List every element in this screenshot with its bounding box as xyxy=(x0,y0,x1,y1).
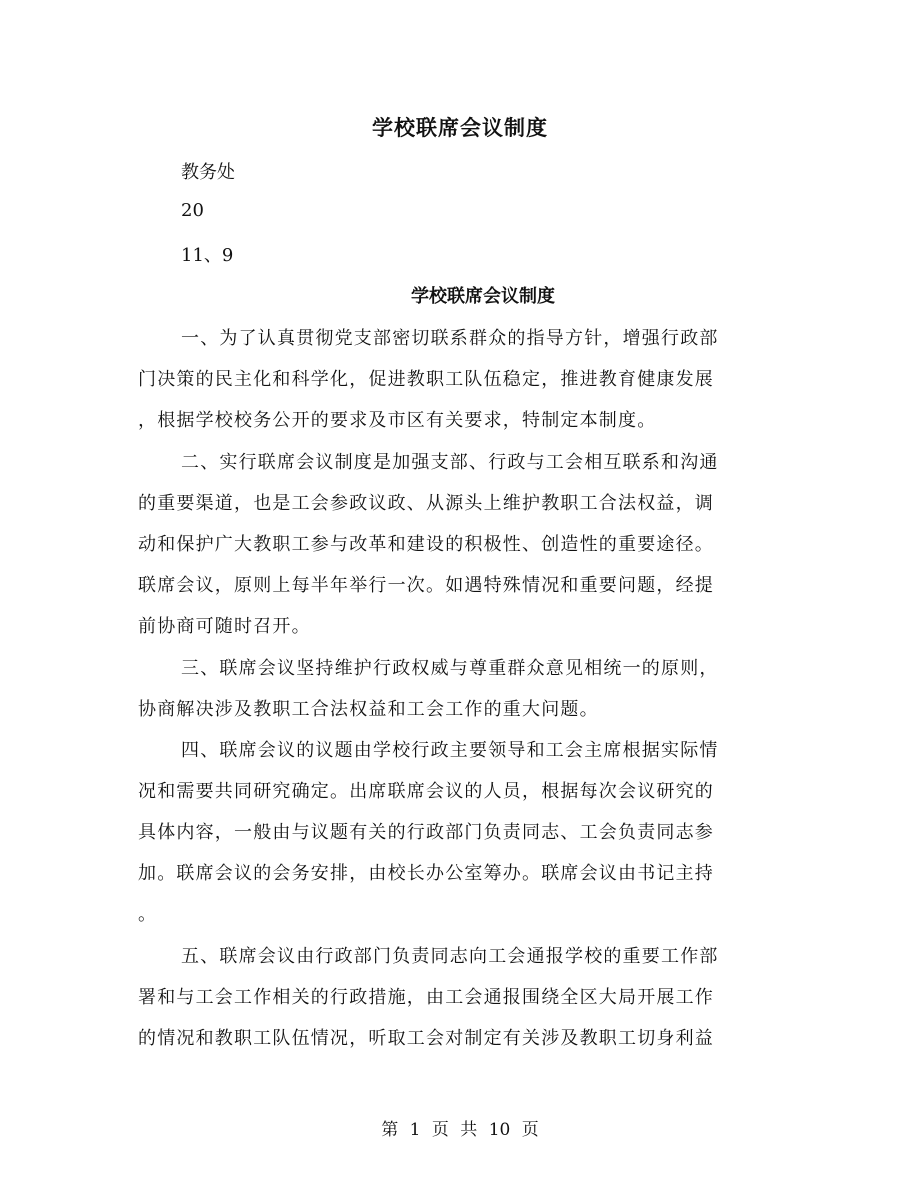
text-line: 动和保护广大教职工参与改革和建设的积极性、创造性的重要途径。 xyxy=(138,534,714,555)
text-line: 一、为了认真贯彻党支部密切联系群众的指导方针，增强行政部 xyxy=(181,328,719,349)
page-footer: 第 1 页 共 10 页 xyxy=(381,1120,539,1140)
text-line: 四、联席会议的议题由学校行政主要领导和工会主席根据实际情 xyxy=(181,740,719,761)
date-line-2: 11、9 xyxy=(181,245,234,266)
date-line-1: 20 xyxy=(181,200,204,221)
text-line: 前协商可随时召开。 xyxy=(138,616,311,637)
department-label: 教务处 xyxy=(181,162,235,183)
text-line: 联席会议，原则上每半年举行一次。如遇特殊情况和重要问题，经提 xyxy=(138,575,714,596)
text-line: 加。联席会议的会务安排，由校长办公室筹办。联席会议由书记主持 xyxy=(138,863,714,884)
text-line: 门决策的民主化和科学化，促进教职工队伍稳定，推进教育健康发展 xyxy=(138,369,714,390)
text-line: 署和与工会工作相关的行政措施，由工会通报围绕全区大局开展工作 xyxy=(138,987,714,1008)
text-line: 的重要渠道，也是工会参政议政、从源头上维护教职工合法权益，调 xyxy=(138,493,714,514)
text-line: 二、实行联席会议制度是加强支部、行政与工会相互联系和沟通 xyxy=(181,452,719,473)
document-title: 学校联席会议制度 xyxy=(372,115,548,140)
text-line: 三、联席会议坚持维护行政权威与尊重群众意见相统一的原则， xyxy=(181,658,719,679)
text-line: 的情况和教职工队伍情况，听取工会对制定有关涉及教职工切身利益 xyxy=(138,1028,714,1049)
text-line: 协商解决涉及教职工合法权益和工会工作的重大问题。 xyxy=(138,699,599,720)
section-title: 学校联席会议制度 xyxy=(411,286,555,307)
text-line: ，根据学校校务公开的要求及市区有关要求，特制定本制度。 xyxy=(138,410,657,431)
text-line: 五、联席会议由行政部门负责同志向工会通报学校的重要工作部 xyxy=(181,946,719,967)
text-line: 况和需要共同研究确定。出席联席会议的人员，根据每次会议研究的 xyxy=(138,781,714,802)
text-line: 。 xyxy=(138,904,158,925)
text-line: 具体内容，一般由与议题有关的行政部门负责同志、工会负责同志参 xyxy=(138,822,714,843)
